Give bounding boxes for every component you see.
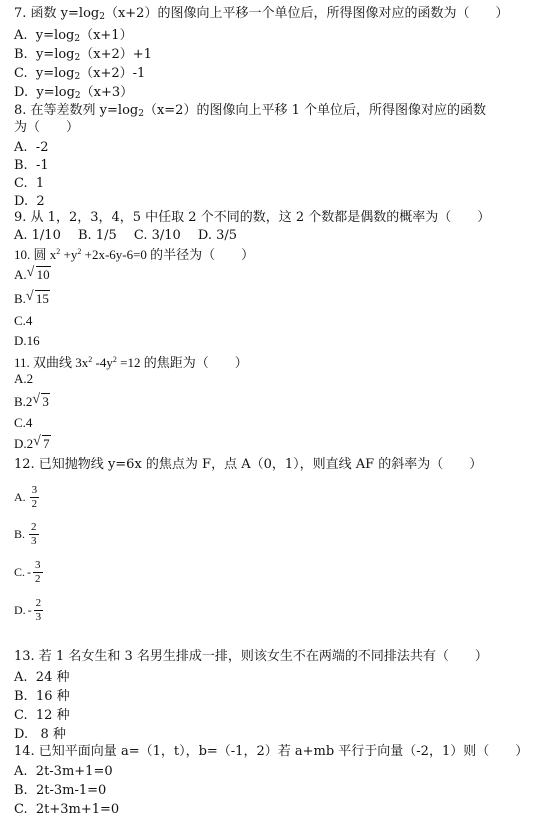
option-label: D. — [14, 85, 29, 100]
q11-option-b[interactable] — [14, 394, 50, 410]
option-label: A. — [14, 140, 28, 155]
option-label: C. — [14, 66, 28, 81]
option-text: -1 — [35, 158, 49, 173]
option-label: D. — [14, 603, 26, 617]
numerator: 3 — [35, 559, 41, 571]
option-text: 16 种 — [35, 689, 70, 704]
q8-option-a[interactable] — [14, 140, 48, 156]
q8-option-b[interactable] — [14, 158, 49, 174]
question-12-stem: 12. 已知抛物线 y=6x 的焦点为 F，点 A（0，1），则直线 AF 的斜率为（ ） — [14, 457, 483, 472]
q10-option-c[interactable] — [14, 313, 32, 329]
q12-option-b[interactable] — [14, 521, 39, 548]
q12-option-c[interactable] — [14, 559, 43, 586]
option-label: B. — [14, 394, 26, 409]
q7-option-b[interactable] — [14, 47, 152, 66]
option-label: A. — [14, 764, 28, 779]
fraction — [34, 597, 44, 624]
q11-stem-text-a: 11. 双曲线 3x — [14, 355, 89, 370]
option-text: （x+2）-1 — [80, 66, 146, 81]
option-text: （x+3） — [80, 85, 134, 100]
option-text: 24 种 — [35, 670, 70, 685]
option-sign: - — [27, 603, 32, 617]
sqrt-symbol: √ 15 — [25, 289, 49, 306]
option-label: C. — [14, 565, 26, 579]
option-label: D. — [14, 727, 29, 742]
numerator: 2 — [35, 597, 42, 609]
q10-option-d[interactable] — [14, 333, 40, 349]
option-label: D. — [14, 194, 29, 209]
q13-option-d[interactable] — [14, 727, 66, 743]
option-label: A. — [14, 371, 27, 386]
question-8-stem — [14, 103, 486, 122]
option-label: A. — [14, 670, 28, 685]
option-label: B. — [14, 689, 28, 704]
q11-option-a[interactable] — [14, 371, 33, 387]
q11-stem-text-c: =12 的焦距为（ ） — [116, 355, 248, 370]
option-label: B. — [14, 47, 28, 62]
question-10-stem — [14, 244, 254, 263]
question-14-stem: 14. 已知平面向量 a=（1，t），b=（-1，2）若 a+mb 平行于向量（-2，1）则（ ） — [14, 744, 529, 759]
option-subscript: 2 — [74, 72, 81, 82]
sqrt-symbol: √ 10 — [26, 265, 50, 282]
option-text: 12 种 — [35, 708, 70, 723]
option-text: 4 — [25, 313, 33, 328]
option-text: y=log — [35, 28, 75, 43]
option-label: B. — [14, 783, 28, 798]
q8-option-d[interactable] — [14, 194, 45, 210]
q11-stem-text-b: -4y — [92, 355, 113, 370]
coefficient: 2 — [26, 436, 34, 451]
option-label: B. — [14, 527, 26, 541]
question-9-stem: 9. 从 1，2，3，4，5 中任取 2 个不同的数，这 2 个数都是偶数的概率为（ ） — [14, 210, 491, 225]
q8-stem-subscript: 2 — [138, 109, 144, 119]
q12-option-a[interactable] — [14, 484, 39, 511]
q13-option-a[interactable] — [14, 670, 69, 686]
numerator: 3 — [31, 484, 38, 496]
option-text: （x+2）+1 — [80, 47, 152, 62]
question-7-stem — [14, 6, 508, 25]
option-text: y=log — [35, 66, 75, 81]
option-label: A. — [14, 490, 26, 504]
fraction — [30, 484, 40, 511]
sqrt-symbol: √ 3 — [32, 392, 49, 409]
q10-superscript: 2 — [77, 247, 82, 256]
radicand: 10 — [36, 267, 50, 282]
q11-option-c[interactable] — [14, 415, 32, 431]
option-text: y=log — [35, 47, 75, 62]
option-text: 2t+3m+1=0 — [35, 802, 120, 817]
option-label: C. — [14, 313, 26, 328]
option-label: A. — [14, 28, 28, 43]
q14-option-a[interactable] — [14, 764, 113, 780]
option-text: 2t-3m+1=0 — [35, 764, 113, 779]
q10-stem-text-b: +y — [60, 247, 78, 262]
q10-stem-text-a: 10. 圆 x — [14, 247, 57, 262]
option-text: （x+1） — [80, 28, 133, 43]
denominator: 2 — [31, 498, 38, 510]
option-sign: - — [27, 565, 32, 579]
option-label: C. — [14, 176, 28, 191]
option-text: 2 — [36, 194, 45, 209]
q10-superscript: 2 — [56, 247, 61, 256]
q9-options[interactable]: A. 1/10 B. 1/5 C. 3/10 D. 3/5 — [14, 228, 238, 243]
fraction — [29, 521, 39, 548]
q11-option-d[interactable] — [14, 436, 51, 452]
option-label: D. — [14, 333, 27, 348]
option-label: C. — [14, 802, 28, 817]
option-text: y=log — [36, 85, 75, 100]
sqrt-symbol: √ 7 — [33, 434, 50, 451]
option-label: C. — [14, 708, 28, 723]
q11-superscript: 2 — [112, 355, 117, 364]
option-label: D. — [14, 436, 27, 451]
denominator: 3 — [31, 535, 37, 547]
q7-stem-text-b: （x+2）的图像向上平移一个单位后，所得图像对应的函数为（ ） — [104, 6, 509, 21]
q10-option-a[interactable] — [14, 267, 51, 283]
option-subscript: 2 — [74, 91, 81, 101]
option-label: B. — [14, 291, 26, 306]
denominator: 2 — [35, 573, 41, 585]
q10-stem-text-c: +2x-6y-6=0 的半径为（ ） — [81, 247, 255, 262]
q14-option-c[interactable] — [14, 802, 119, 818]
q7-stem-subscript: 2 — [99, 12, 105, 22]
q14-option-b[interactable] — [14, 783, 106, 799]
option-subscript: 2 — [74, 34, 81, 44]
coefficient: 2 — [25, 394, 33, 409]
option-text: 2t-3m-1=0 — [35, 783, 107, 798]
q13-option-b[interactable] — [14, 689, 70, 705]
question-8-stem-cont: 为（ ） — [14, 120, 80, 135]
q10-option-b[interactable] — [14, 291, 50, 307]
q13-option-c[interactable] — [14, 708, 70, 724]
question-11-stem — [14, 352, 248, 371]
option-subscript: 2 — [74, 53, 81, 63]
radicand: 3 — [42, 394, 49, 409]
q7-option-a[interactable] — [14, 28, 133, 47]
q12-option-d[interactable] — [14, 597, 43, 624]
q11-superscript: 2 — [88, 355, 93, 364]
radicand: 7 — [43, 436, 50, 451]
q7-option-c[interactable] — [14, 66, 145, 85]
q7-option-d[interactable] — [14, 85, 133, 104]
q8-option-c[interactable] — [14, 176, 44, 192]
option-text: 8 种 — [36, 727, 66, 742]
q7-stem-text-a: 7. 函数 y=log — [14, 6, 100, 21]
q8-stem-text-b: （x=2）的图像向上平移 1 个单位后，所得图像对应的函数 — [143, 103, 486, 118]
option-text: 16 — [26, 333, 40, 348]
option-text: 1 — [35, 176, 45, 191]
option-text: 4 — [25, 415, 33, 430]
denominator: 3 — [35, 611, 42, 623]
option-label: B. — [14, 158, 28, 173]
numerator: 2 — [31, 521, 37, 533]
option-text: 2 — [26, 371, 34, 386]
option-text: -2 — [35, 140, 49, 155]
radicand: 15 — [35, 291, 49, 306]
q8-stem-text-a: 8. 在等差数列 y=log — [14, 103, 139, 118]
option-label: A. — [14, 267, 27, 282]
fraction — [33, 559, 43, 586]
question-13-stem: 13. 若 1 名女生和 3 名男生排成一排，则该女生不在两端的不同排法共有（ ） — [14, 649, 488, 664]
option-label: C. — [14, 415, 26, 430]
